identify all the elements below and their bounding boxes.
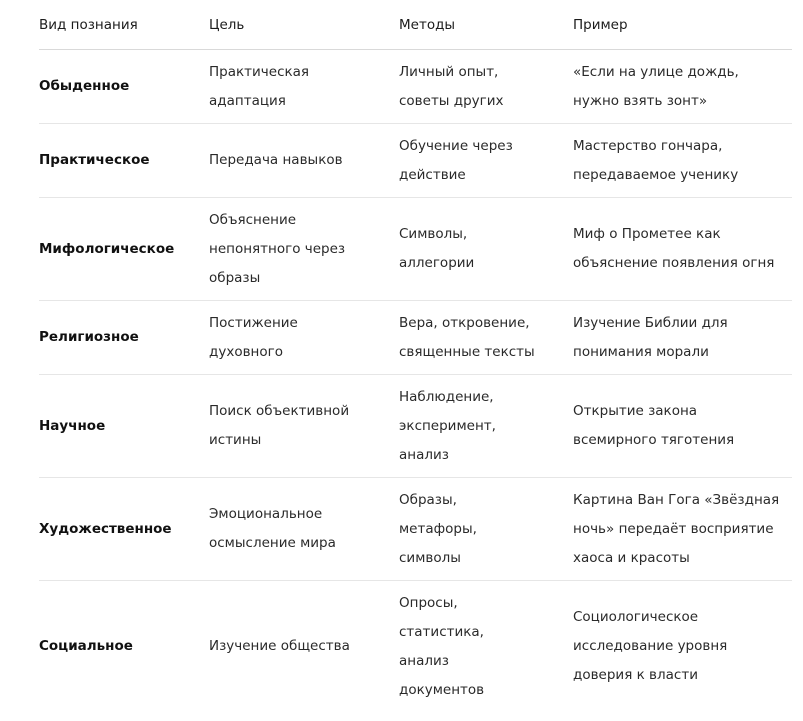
cell-line: Открытие закона: [573, 403, 698, 419]
cell-methods: [399, 198, 573, 301]
cell-line: Опросы,: [399, 594, 458, 611]
cell-kind: Обыденное: [39, 50, 209, 124]
cell-goal: [209, 50, 399, 124]
cell-kind: Научное: [39, 375, 209, 478]
cell-line: аллегории: [399, 255, 475, 271]
table-row: [39, 198, 792, 301]
cell-line: образы: [209, 269, 261, 286]
cell-line: «Если на улице дождь,: [573, 63, 739, 80]
table-row: [39, 50, 792, 124]
table-row: [39, 375, 792, 478]
header-goal: Цель: [209, 0, 399, 50]
cell-line: Вера, откровение,: [399, 314, 530, 331]
cell-line: документов: [399, 681, 485, 698]
knowledge-table-container: [39, 0, 792, 713]
cell-line: адаптация: [209, 92, 286, 109]
table-row: [39, 301, 792, 375]
cell-line: Передача навыков: [209, 152, 343, 168]
cell-line: анализ: [399, 446, 449, 463]
cell-line: священные тексты: [399, 343, 535, 360]
cell-kind: Художественное: [39, 478, 209, 581]
cell-methods: [399, 50, 573, 124]
cell-example: [573, 581, 792, 713]
table-row: [39, 124, 792, 198]
cell-methods: [399, 478, 573, 581]
table-body: [39, 50, 792, 713]
cell-methods: [399, 375, 573, 478]
cell-line: духовного: [209, 343, 283, 360]
cell-methods: [399, 301, 573, 375]
knowledge-types-table: [39, 0, 792, 713]
cell-line: Объяснение: [209, 211, 297, 228]
cell-example: [573, 375, 792, 478]
cell-methods: [399, 581, 573, 713]
table-row: [39, 581, 792, 713]
cell-line: Изучение общества: [209, 638, 350, 655]
cell-line: эксперимент,: [399, 417, 496, 434]
cell-line: метафоры,: [399, 520, 477, 537]
cell-example: [573, 124, 792, 198]
cell-example: [573, 198, 792, 301]
cell-line: действие: [399, 166, 466, 183]
cell-line: исследование уровня: [573, 638, 728, 655]
cell-line: Миф о Прометее как: [573, 226, 721, 242]
cell-goal: [209, 581, 399, 713]
header-kind: Вид познания: [39, 0, 209, 50]
cell-example: [573, 50, 792, 124]
header-example: Пример: [573, 0, 792, 50]
cell-line: Наблюдение,: [399, 388, 494, 405]
cell-kind: Мифологическое: [39, 198, 209, 301]
cell-line: символы: [399, 549, 461, 566]
cell-line: хаоса и красоты: [573, 549, 690, 566]
cell-line: Изучение Библии для: [573, 314, 728, 331]
table-row: [39, 478, 792, 581]
cell-line: советы других: [399, 92, 504, 109]
cell-example: [573, 478, 792, 581]
cell-line: Символы,: [399, 226, 468, 242]
cell-line: передаваемое ученику: [573, 166, 739, 183]
cell-goal: [209, 478, 399, 581]
cell-methods: [399, 124, 573, 198]
cell-goal: [209, 301, 399, 375]
cell-line: статистика,: [399, 623, 484, 640]
table-header: [39, 0, 792, 50]
cell-line: анализ: [399, 652, 449, 669]
cell-goal: [209, 198, 399, 301]
cell-line: Эмоциональное: [209, 506, 323, 522]
cell-kind: Социальное: [39, 638, 133, 655]
cell-line: Практическая: [209, 63, 310, 80]
cell-line: Образы,: [399, 491, 457, 508]
cell-line: Личный опыт,: [399, 63, 499, 80]
cell-line: Картина Ван Гога «Звёздная: [573, 491, 780, 508]
cell-goal: [209, 375, 399, 478]
cell-line: осмысление мира: [209, 535, 336, 551]
cell-line: Мастерство гончара,: [573, 137, 723, 154]
cell-goal: [209, 124, 399, 198]
cell-line: непонятного через: [209, 240, 346, 257]
cell-line: всемирного тяготения: [573, 432, 735, 448]
cell-kind: Религиозное: [39, 301, 209, 375]
cell-line: Социологическое: [573, 609, 699, 626]
cell-line: истины: [209, 432, 262, 448]
header-row: [39, 0, 792, 50]
cell-example: [573, 301, 792, 375]
cell-line: нужно взять зонт»: [573, 92, 708, 109]
header-methods: Методы: [399, 0, 573, 50]
cell-kind: Практическое: [39, 124, 209, 198]
cell-line: понимания морали: [573, 343, 709, 360]
cell-line: ночь» передаёт восприятие: [573, 520, 774, 537]
cell-line: объяснение появления огня: [573, 255, 775, 271]
cell-line: доверия к власти: [573, 667, 698, 684]
cell-line: Поиск объективной: [209, 403, 350, 419]
cell-line: Обучение через: [399, 137, 513, 154]
cell-line: Постижение: [209, 314, 298, 331]
